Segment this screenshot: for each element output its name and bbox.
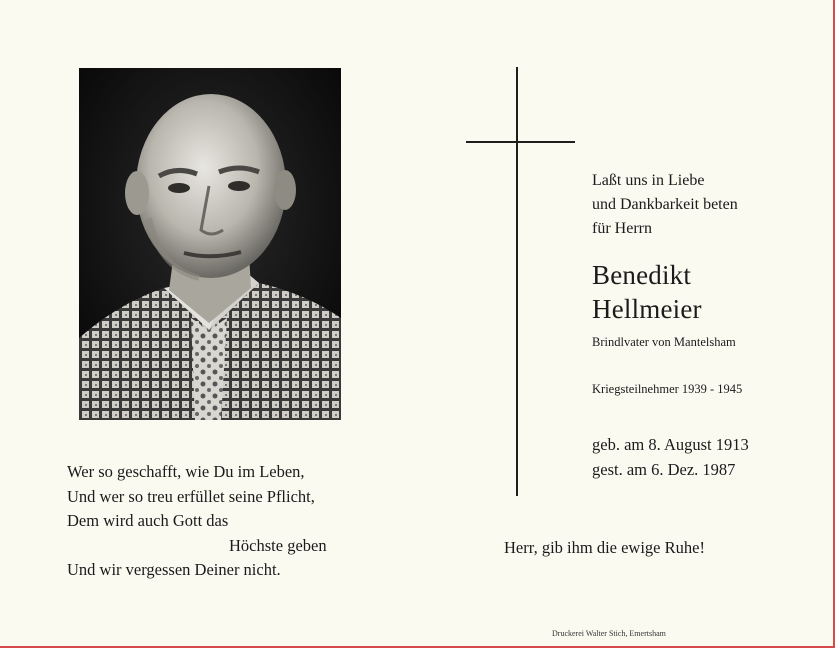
cross-icon-vertical — [516, 67, 518, 496]
intro-line: und Dankbarkeit beten — [592, 196, 738, 213]
intro-line: für Herrn — [592, 220, 652, 237]
intro-line: Laßt uns in Liebe — [592, 172, 705, 189]
prayer-intro — [592, 169, 738, 241]
war-service: Kriegsteilnehmer 1939 - 1945 — [592, 382, 743, 396]
deceased-role: Brindlvater von Mantelsham — [592, 335, 736, 349]
closing-prayer: Herr, gib ihm die ewige Ruhe! — [504, 538, 705, 557]
poem-line: Dem wird auch Gott das — [67, 511, 229, 530]
portrait-photo — [79, 68, 341, 420]
birth-date: geb. am 8. August 1913 — [592, 435, 749, 454]
death-date: gest. am 6. Dez. 1987 — [592, 460, 736, 479]
printer-credit: Druckerei Walter Stich, Emertsham — [552, 629, 666, 638]
poem-line: Und wer so treu erfüllet seine Pflicht, — [67, 486, 315, 506]
first-name: Benedikt — [592, 260, 692, 290]
last-name: Hellmeier — [592, 294, 702, 324]
poem-line: Höchste geben — [229, 535, 327, 555]
poem-line: Wer so geschafft, wie Du im Leben, — [67, 462, 305, 481]
memorial-poem — [67, 460, 367, 583]
deceased-name — [592, 258, 702, 326]
cross-icon-horizontal — [466, 141, 575, 143]
life-dates — [592, 432, 749, 482]
poem-line: Und wir vergessen Deiner nicht. — [67, 560, 281, 579]
